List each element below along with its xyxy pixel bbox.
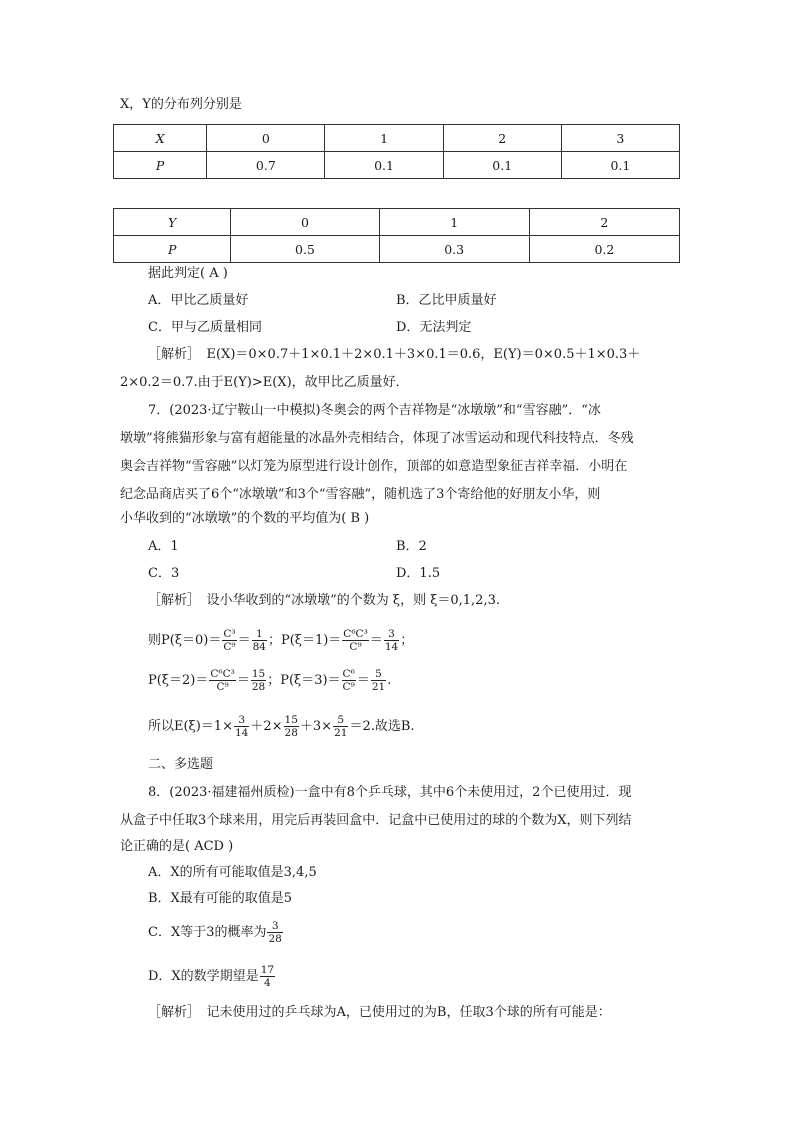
- q7-option-a: A．1: [148, 539, 179, 554]
- table-cell: 0.2: [529, 236, 679, 263]
- fraction: $\frac{\text{C³}}{\text{C⁹}}$: [223, 628, 236, 653]
- q7-prob-line-2: P(ξ＝2)＝ $\frac{\text{C⁶C³}}{\text{C⁹}}$ ＝ $\frac{15}{28}$ ；P(ξ＝3)＝ $\frac{\text{C⁶}}{\text{C⁹}}$ ＝ $\frac{5}{21}$ .: [148, 668, 392, 693]
- fraction: $\frac{1}{84}$: [252, 628, 266, 653]
- q6-analysis-line-2: 2×0.2＝0.7.由于E(Y)>E(X)，故甲比乙质量好．: [120, 375, 409, 390]
- q7-option-b: B．2: [396, 539, 427, 554]
- fraction: $\frac{\text{C⁶C³}}{\text{C⁹}}$: [343, 628, 368, 653]
- fraction: $\frac{3}{28}$: [268, 920, 282, 945]
- table-cell: 0.3: [379, 236, 529, 263]
- prob-label: ；P(ξ＝1)＝: [267, 633, 342, 648]
- fraction: $\frac{15}{28}$: [251, 668, 266, 693]
- q7-line-2: 墩墩”将熊猫形象与富有超能量的冰晶外壳相结合，体现了冰雪运动和现代科技特点．冬残: [120, 431, 634, 446]
- table-cell: P: [114, 236, 231, 263]
- q8-option-b: B．X最有可能的取值是5: [148, 891, 293, 906]
- expectation-label: 所以E(ξ)＝1×: [148, 719, 233, 734]
- q7-option-d: D．1.5: [396, 566, 441, 581]
- q8-line-2: 从盒子中任取3个球来用，用完后再装回盒中．记盒中已使用过的球的个数为X，则下列结: [120, 813, 632, 828]
- q8-option-d: D．X的数学期望是 $\frac{17}{4}$: [148, 964, 275, 989]
- table-cell: X: [114, 125, 207, 152]
- section-heading: 二、多选题: [148, 757, 214, 772]
- fraction: $\frac{\text{C⁶C³}}{\text{C⁹}}$: [210, 668, 235, 693]
- table-cell: 1: [379, 209, 529, 236]
- table-row: [114, 125, 680, 152]
- fraction: $\frac{5}{21}$: [334, 714, 348, 739]
- table-cell: 1: [325, 125, 443, 152]
- q7-analysis: ［解析］ 设小华收到的“冰墩墩”的个数为 ξ，则 ξ＝0,1,2,3.: [148, 593, 500, 608]
- q7-option-c: C．3: [148, 566, 180, 581]
- fraction: $\frac{\text{C⁶}}{\text{C⁹}}$: [342, 668, 355, 693]
- q6-analysis-line-1: ［解析］ E(X)＝0×0.7＋1×0.1＋2×0.1＋3×0.1＝0.6，E(Y)＝0×0.5＋1×0.3＋: [148, 347, 641, 362]
- q7-line-3: 奥会吉祥物“雪容融”以灯笼为原型进行设计创作，顶部的如意造型象征吉祥幸福．小明在: [120, 459, 628, 474]
- table-cell: 0: [231, 209, 379, 236]
- x-distribution-table: [113, 124, 680, 179]
- q7-expectation-line: 所以E(ξ)＝1× $\frac{3}{14}$ ＋2× $\frac{15}{28}$ ＋3× $\frac{5}{21}$ ＝2.故选B.: [148, 714, 415, 739]
- table-cell: 0.1: [443, 152, 561, 179]
- prob-label: ；P(ξ＝3)＝: [267, 673, 341, 688]
- q6-option-c: C．甲与乙质量相同: [148, 320, 262, 335]
- table-row: [114, 152, 680, 179]
- q8-line-3: 论正确的是( ACD ): [120, 839, 234, 854]
- table-cell: 0.7: [207, 152, 325, 179]
- table-cell: 0.1: [325, 152, 443, 179]
- prob-label: 则P(ξ＝0)＝: [148, 633, 222, 648]
- q6-option-d: D．无法判定: [396, 320, 472, 335]
- distribution-intro: X，Y的分布列分别是: [120, 97, 242, 112]
- q7-prob-line-1: 则P(ξ＝0)＝ $\frac{\text{C³}}{\text{C⁹}}$ ＝ $\frac{1}{84}$ ；P(ξ＝1)＝ $\frac{\text{C⁶C³}}{\text{C⁹}}$ ＝ $\frac{3}{14}$ ；: [148, 628, 414, 653]
- q8-line-1: 8．(2023·福建福州质检)一盒中有8个乒乓球，其中6个未使用过，2个已使用过．现: [148, 785, 632, 800]
- fraction: $\frac{5}{21}$: [371, 668, 386, 693]
- table-cell: 0.1: [561, 152, 679, 179]
- q8-option-c: C．X等于3的概率为 $\frac{3}{28}$: [148, 920, 282, 945]
- table-cell: 3: [561, 125, 679, 152]
- q6-option-a: A．甲比乙质量好: [148, 293, 249, 308]
- prob-label: P(ξ＝2)＝: [148, 673, 209, 688]
- q6-option-b: B．乙比甲质量好: [396, 293, 497, 308]
- table-cell: 2: [443, 125, 561, 152]
- table-cell: 2: [529, 209, 679, 236]
- fraction: $\frac{3}{14}$: [384, 628, 399, 653]
- table-row: [114, 209, 680, 236]
- y-distribution-table: [113, 208, 680, 263]
- q7-line-5: 小华收到的“冰墩墩”的个数的平均值为( B ): [120, 511, 370, 526]
- fraction: $\frac{15}{28}$: [284, 714, 298, 739]
- table-cell: P: [114, 152, 207, 179]
- table-cell: 0.5: [231, 236, 379, 263]
- q8-analysis: ［解析］ 记未使用过的乒乓球为A，已使用过的为B，任取3个球的所有可能是：: [148, 1005, 611, 1020]
- fraction: $\frac{17}{4}$: [260, 964, 275, 989]
- q7-line-4: 纪念品商店买了6个“冰墩墩”和3个“雪容融”，随机选了3个寄给他的好朋友小华，则: [120, 487, 601, 502]
- table-row: [114, 236, 680, 263]
- fraction: $\frac{3}{14}$: [234, 714, 249, 739]
- q7-line-1: 7．(2023·辽宁鞍山一中模拟)冬奥会的两个吉祥物是“冰墩墩”和“雪容融”．“冰: [148, 403, 601, 418]
- q8-option-a: A．X的所有可能取值是3,4,5: [148, 865, 317, 880]
- table-cell: Y: [114, 209, 231, 236]
- table-cell: 0: [207, 125, 325, 152]
- q6-question: 据此判定( A ): [148, 266, 228, 281]
